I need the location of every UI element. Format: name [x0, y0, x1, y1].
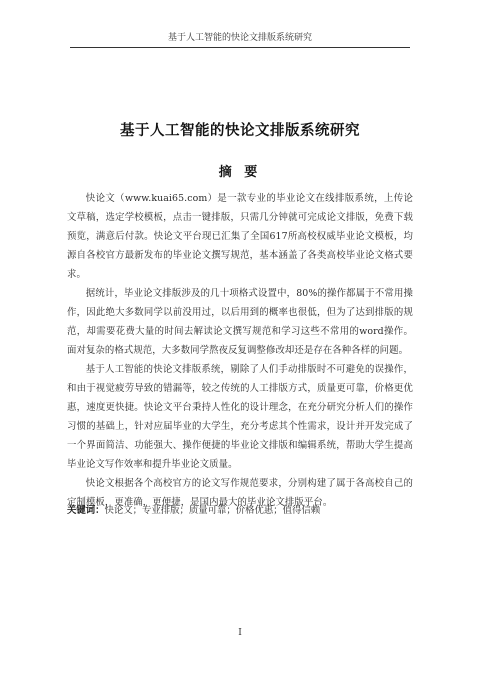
abstract-paragraph-3: 基于人工智能的快论文排版系统，剔除了人们手动排版时不可避免的误操作，和由于视觉疲劳导致的错漏等，较之传统的人工排版方式，质量更可靠，价格更优惠，速度更快捷。快论文平台秉持人性化的设计理念，在充分研究分析人们的操作习惯的基础上，针对应届毕业的大学生，充分考虑其个性需求，设计并开发完成了一个界面简洁、功能强大、操作便捷的毕业论文排版和编辑系统，帮助大学生提高毕业论文写作效率和提升毕业论文质量。 [67, 364, 413, 470]
abstract-heading: 摘 要 [218, 165, 262, 180]
keywords-line [67, 501, 413, 520]
keywords-label: 关键词： [67, 505, 105, 516]
running-header: 基于人工智能的快论文排版系统研究 [70, 30, 410, 48]
paper-title: 基于人工智能的快论文排版系统研究 [120, 123, 360, 139]
abstract-body [67, 189, 413, 512]
keywords-value: 快论文；专业排版；质量可靠；价格优惠；值得信赖 [104, 505, 321, 516]
abstract-paragraph-2: 据统计，毕业论文排版涉及的几十项格式设置中，80%的操作都属于不常用操作，因此绝大多数同学以前没用过，以后用到的概率也很低，但为了达到排版的规范，却需要花费大量的时间去解读论文撰写规范和学习这些不常用的word操作。面对复杂的格式规范，大多数同学熬夜反复调整修改却还是存在各种各样的问题。 [67, 288, 413, 356]
abstract-paragraph-4: 快论文根据各个高校官方的论文写作规范要求，分别构建了属于各高校自己的定制模板，更准确，更便捷，是国内最大的毕业论文排版平台。 [67, 478, 413, 508]
page-number: I [238, 628, 242, 638]
abstract-paragraph-1: 快论文（www.kuai65.com）是一款专业的毕业论文在线排版系统，上传论文草稿，选定学校模板，点击一键排版，只需几分钟就可完成论文排版，免费下载预览，满意后付款。快论文平台现已汇集了全国617所高校权威毕业论文模板，均源自各校官方最新发布的毕业论文撰写规范，基本涵盖了各类高校毕业论文格式要求。 [67, 193, 413, 280]
